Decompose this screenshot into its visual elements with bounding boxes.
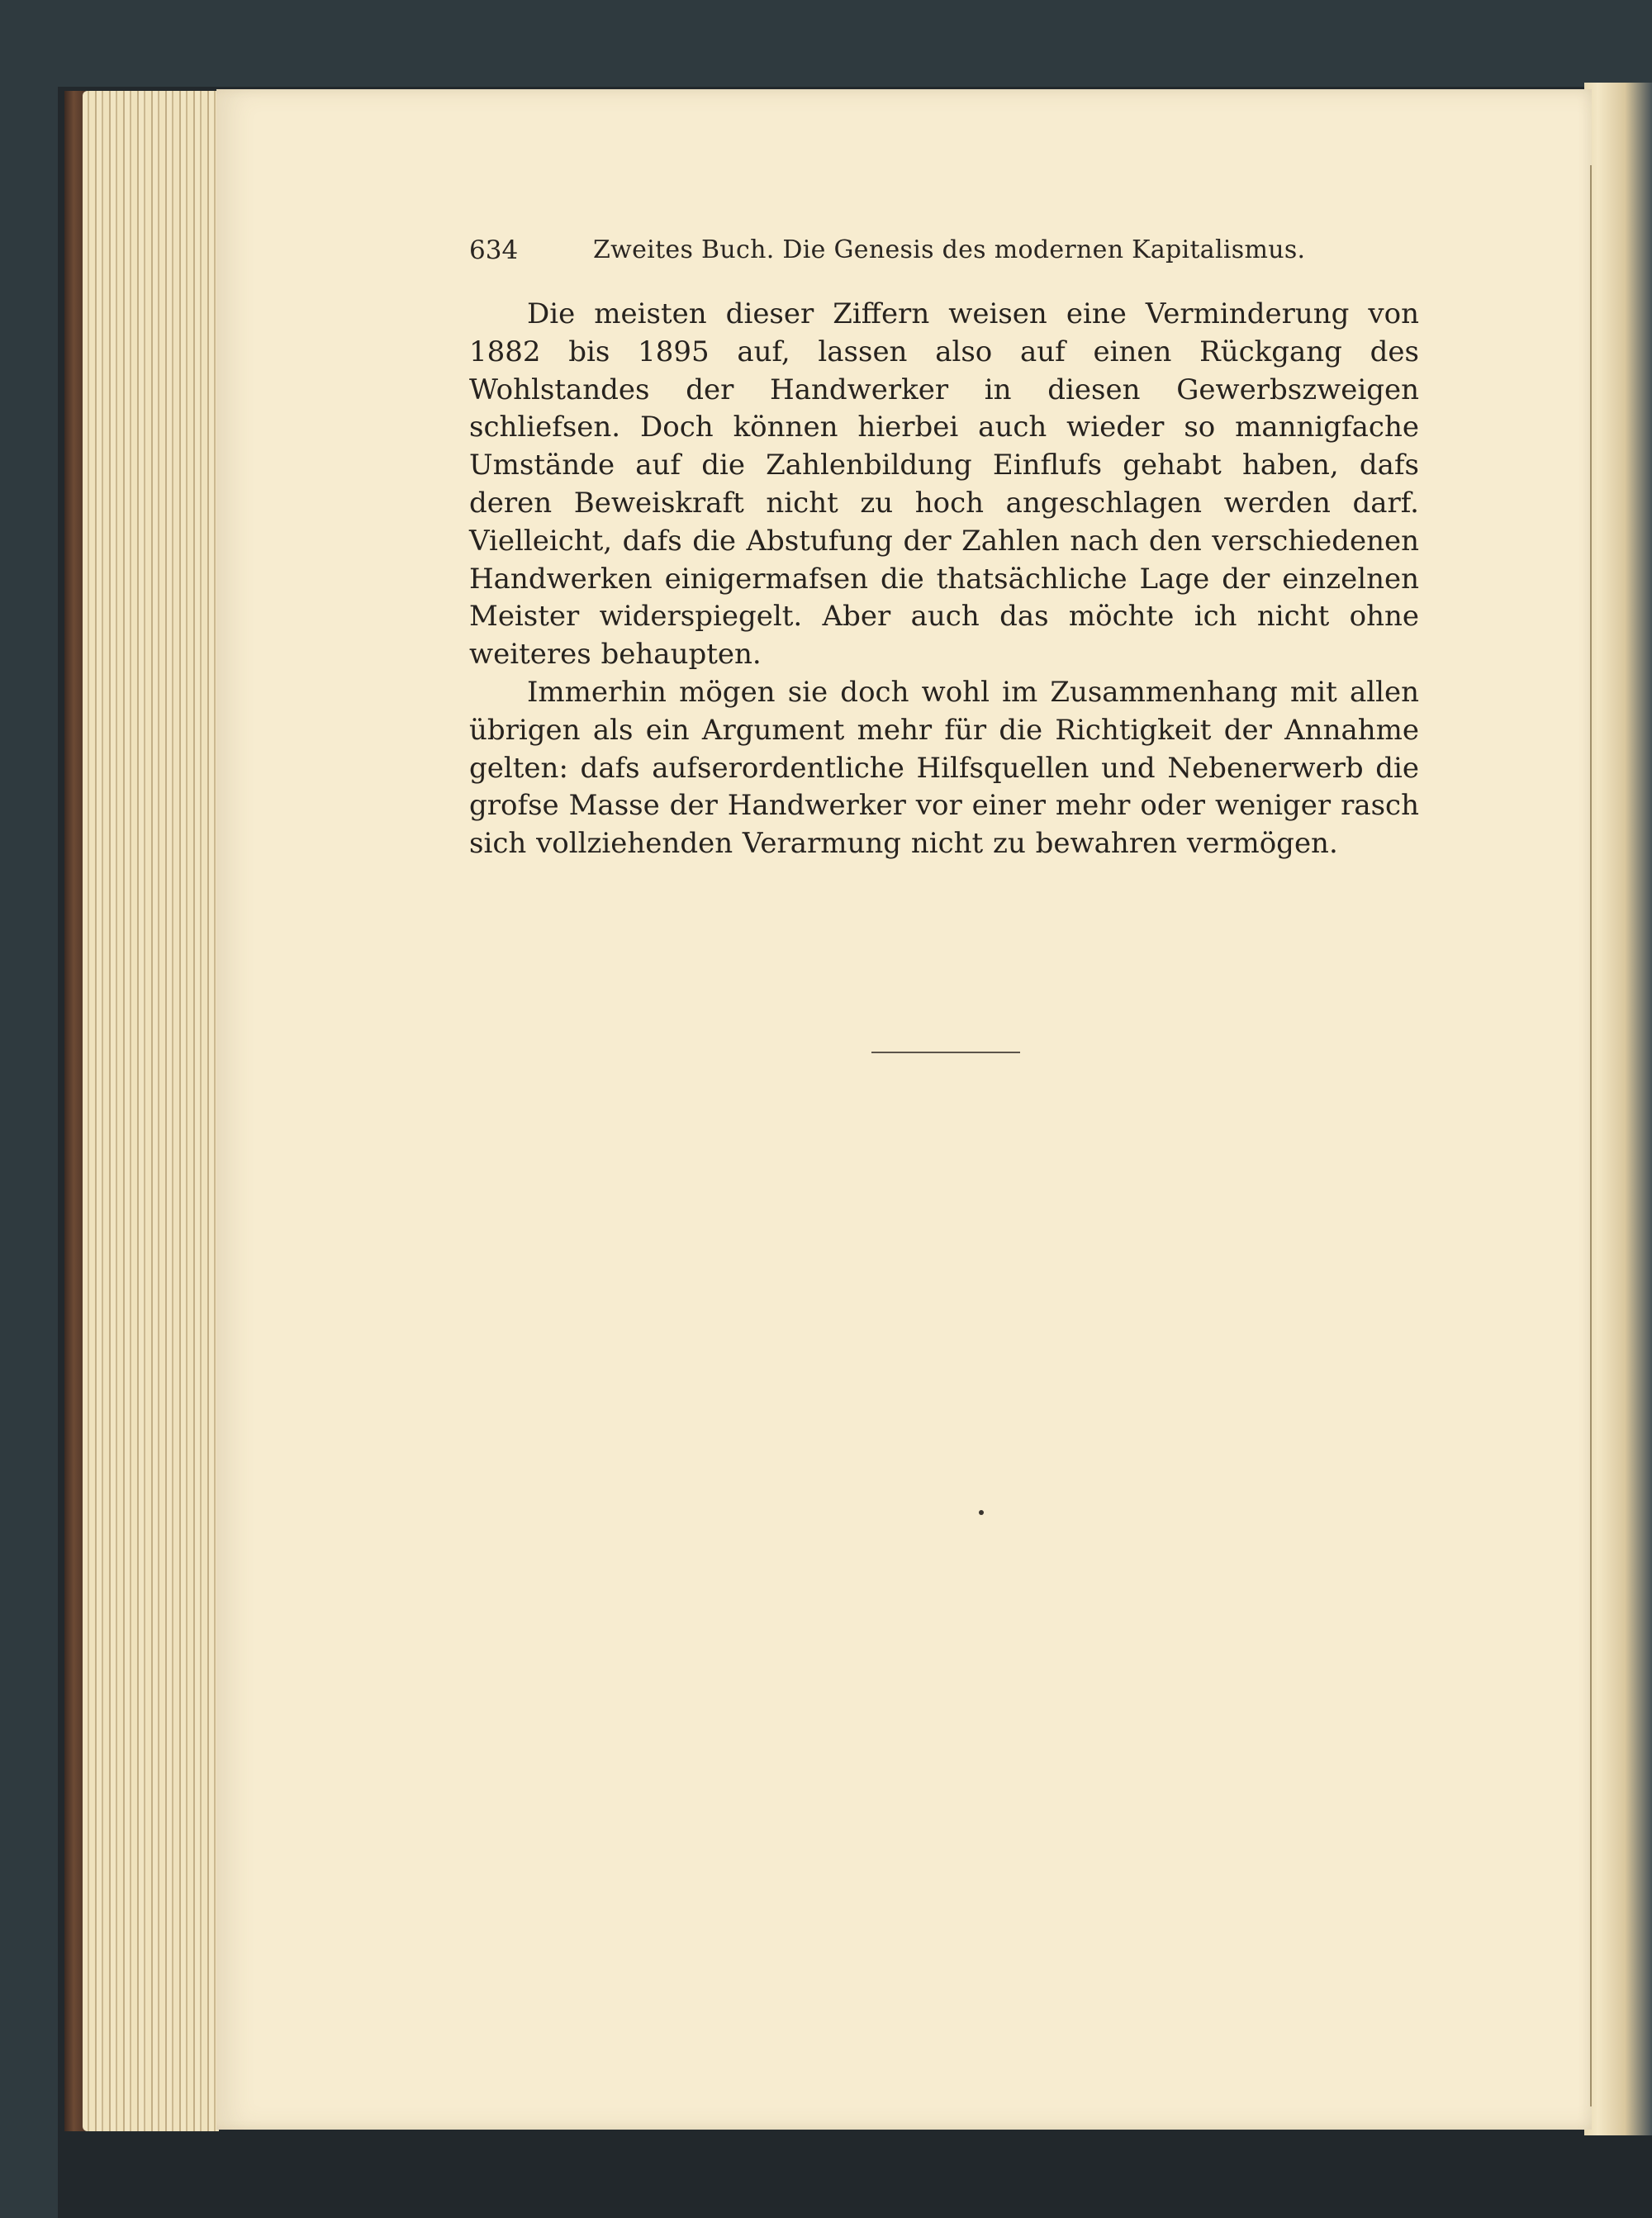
section-end-rule <box>871 1052 1020 1053</box>
gutter-line <box>1590 165 1592 2106</box>
right-page-edge <box>1584 83 1652 2135</box>
page-number: 634 <box>469 235 519 265</box>
paragraph: Immerhin mögen sie doch wohl im Zusammenhang mit allen übrigen als ein Argument mehr für die Richtigkeit der Annahme gelten: dafs aufserordentliche Hilfsquellen und Nebenerwerb die grofse Masse der Handwerker vor einer mehr oder weniger rasch sich vollziehenden Verarmung nicht zu bewahren vermögen. <box>469 675 1419 861</box>
paragraph: Die meisten dieser Ziffern weisen eine Verminderung von 1882 bis 1895 auf, lassen also auf einen Rückgang des Wohlstandes der Handwerker in diesen Gewerbszweigen schliefsen. Doch können hierbei auch wieder so mannigfache Umstände auf die Zahlenbildung Einflufs gehabt haben, dafs deren Beweiskraft nicht zu hoch angeschlagen werden darf. Vielleicht, dafs die Abstufung der Zahlen nach den verschiedenen Handwerken einigermafsen die thatsächliche Lage der einzelnen Meister widerspiegelt. Aber auch das möchte ich nicht ohne weiteres behaupten. <box>469 297 1419 672</box>
running-head: Zweites Buch. Die Genesis des modernen Kapitalismus. <box>593 235 1306 264</box>
page-edge-stack <box>83 91 219 2131</box>
page-header <box>469 235 1419 270</box>
body-text <box>469 296 1419 863</box>
paper-speck <box>979 1510 984 1515</box>
